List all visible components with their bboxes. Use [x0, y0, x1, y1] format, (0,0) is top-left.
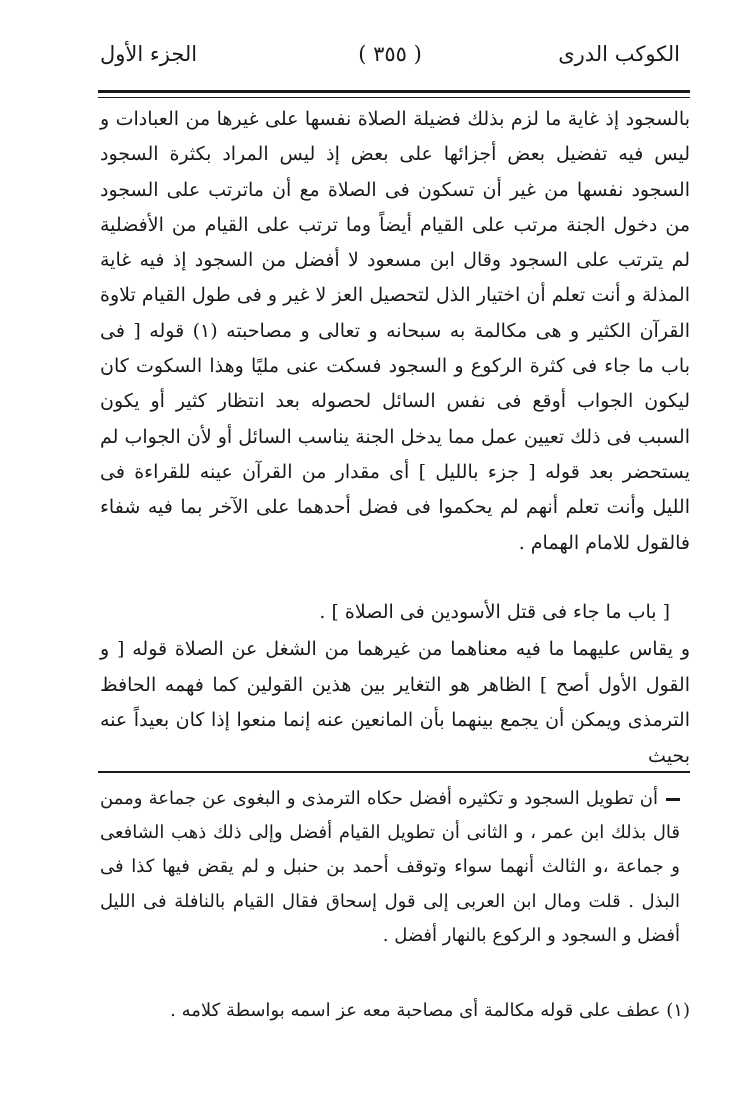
main-paragraph-2: و يقاس عليهما ما فيه معناهما من غيرهما من الشغل عن الصلاة قوله [ و القول الأول أصح ] الظاهر هو التغاير بين هذين القولين كما فهمه الحافظ الترمذى ويمكن أن يجمع بينهما بأن المانعين عنه إنما منعوا إذا كان بعيداً عنه بحيث [100, 638, 690, 767]
main-paragraph: بالسجود إذ غاية ما لزم بذلك فضيلة الصلاة نفسها على غيرها من العبادات و ليس فيه تفضيل بعض أجزائها على بعض إذ ليس المراد بكثرة السجود السجود نفسها من غير أن تسكون فى الصلاة مع أن ماترتب على السجود من دخول الجنة مرتب على القيام أيضاً وما ترتب على القيام من الأفضلية لم يترتب على السجود وقال ابن مسعود لا أفضل من السجود إذ فيه غاية المذلة و أنت تعلم أن اختيار الذل لتحصيل العز لا غير و فى طول القيام تلاوة القرآن الكثير و هى مكالمة به سبحانه و تعالى و مصاحبته (١) قوله [ فى باب ما جاء فى كثرة الركوع و السجود فسكت عنى مليًا وهذا السكوت كان ليكون الجواب أوقع فى نفس السائل لحصوله بعد انتظار كثير أو يكون السبب فى ذلك تعيين عمل مما يدخل الجنة يناسب السائل أو لأن الجواب لم يستحضر بعد قوله [ جزء بالليل ] أى مقدار من القرآن عينه للقراءة فى الليل وأنت تعلم أنهم لم يحكموا فى فضل أحدهما على الآخر بما فيه شفاء فالقول للامام الهمام . [100, 108, 690, 554]
continuation-mark [666, 798, 680, 801]
chapter-heading: [ باب ما جاء فى قتل الأسودين فى الصلاة ] . [319, 601, 670, 623]
footnote-continued-text [100, 782, 680, 953]
header-rule-thick [98, 90, 690, 93]
page-number: ( ٣٥٥ ) [358, 42, 422, 66]
page-header [100, 38, 680, 78]
volume-label: الجزء الأول [100, 42, 198, 66]
footnote-1: (١) عطف على قوله مكالمة أى مصاحبة معه عز اسمه بواسطة كلامه . [170, 1000, 690, 1021]
book-title: الكوكب الدرى [558, 42, 680, 66]
main-text-continued [100, 632, 690, 774]
footnote-continued [100, 782, 680, 953]
footnote-continued-body: أن تطويل السجود و تكثيره أفضل حكاه الترمذى و البغوى عن جماعة وممن قال بذلك ابن عمر ، و الثانى أن تطويل القيام أفضل وإلى ذلك ذهب الشافعى و جماعة ،و الثالث أنهما سواء وتوقف أحمد بن حنبل و لم يقض فيها كذا فى البذل . قلت ومال ابن العربى إلى قول إسحاق فقال القيام بالنافلة فى الليل أفضل و السجود و الركوع بالنهار أفضل . [100, 788, 680, 946]
main-text [100, 102, 690, 561]
header-rule-thin [98, 97, 690, 98]
footnote-separator [98, 771, 690, 773]
